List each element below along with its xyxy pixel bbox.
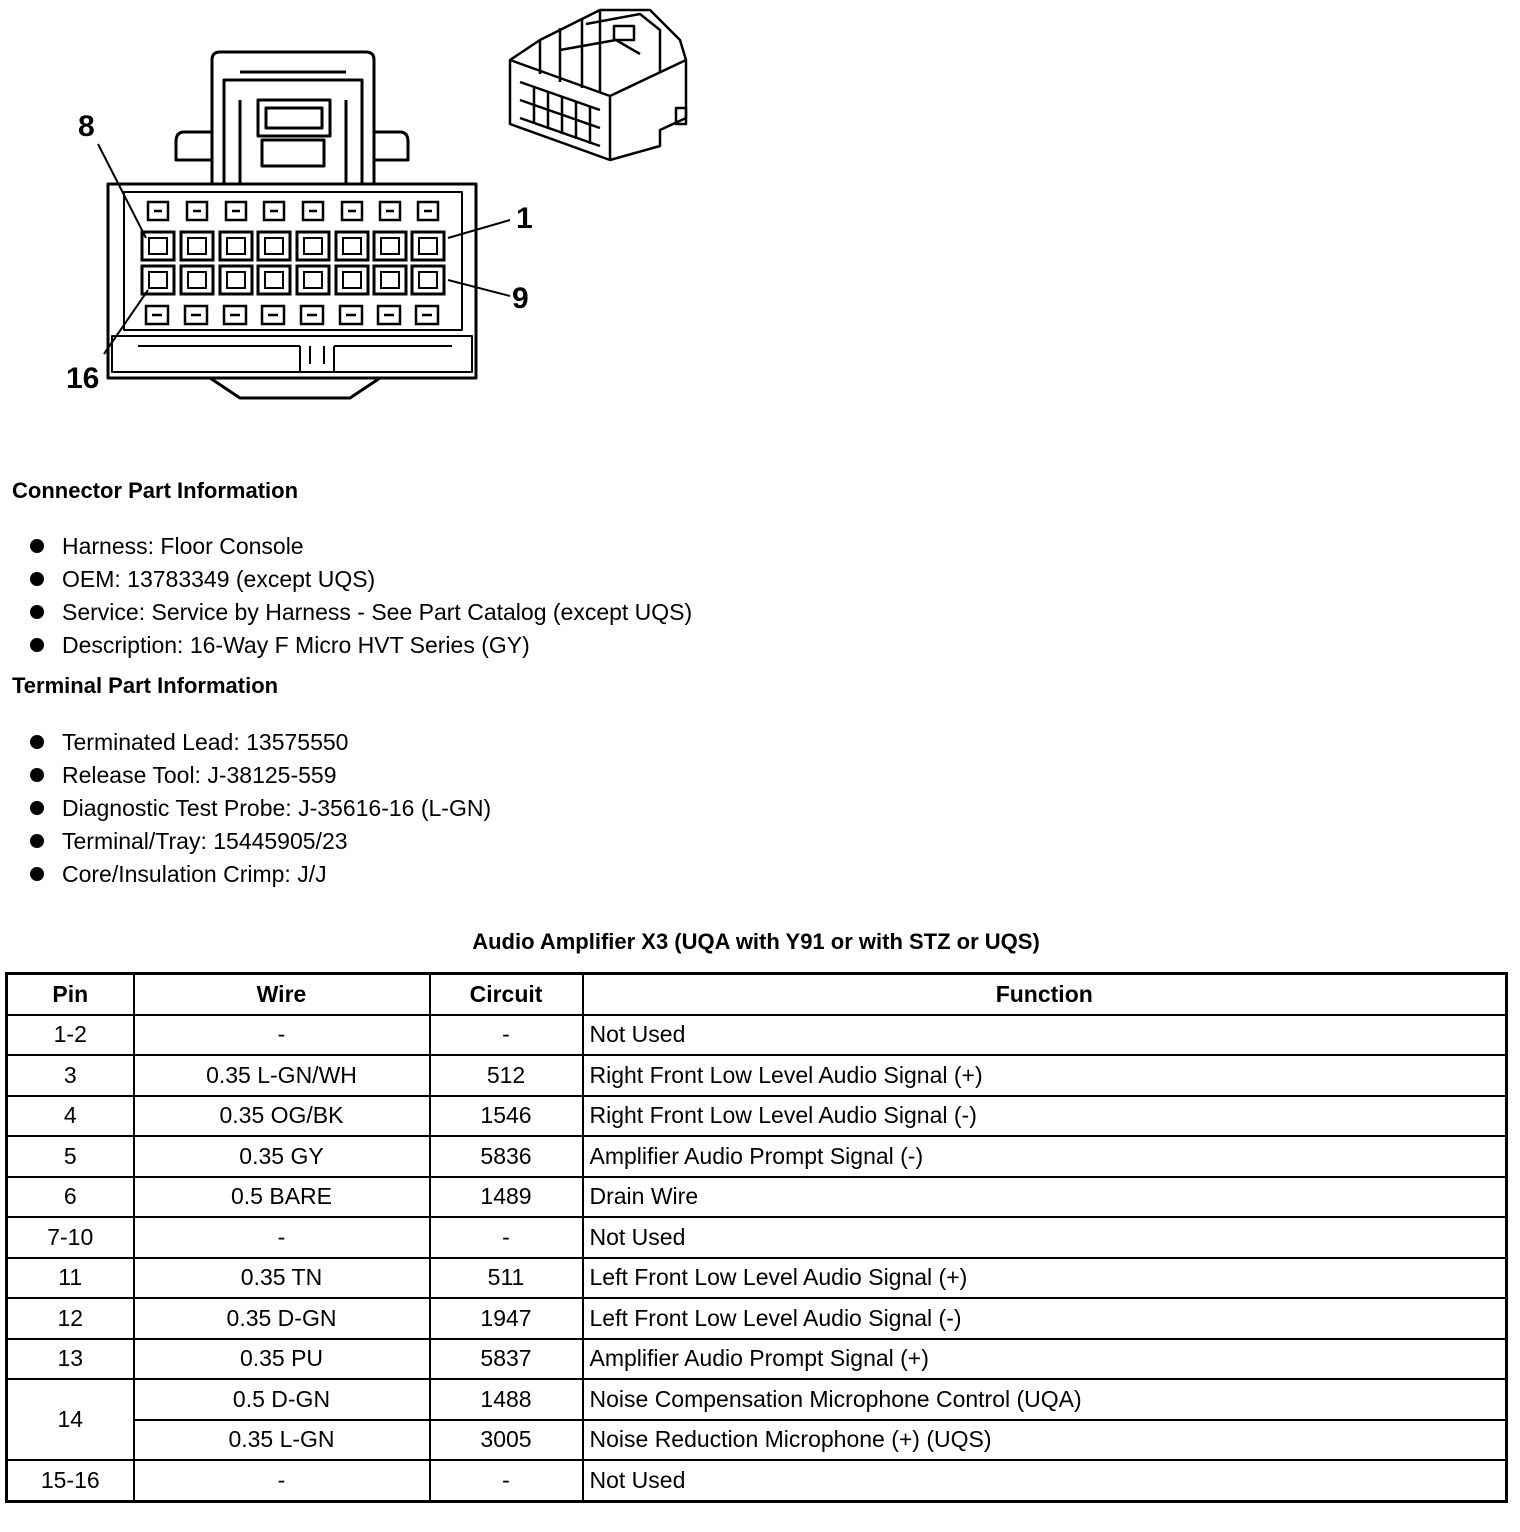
bullet-icon <box>30 834 44 848</box>
leader-line-pin-9 <box>448 280 510 296</box>
pin-cell: 5 <box>7 1136 134 1177</box>
table-row <box>7 1096 1507 1137</box>
pin-cavity <box>412 266 444 294</box>
list-item <box>28 859 491 892</box>
function-cell: Noise Compensation Microphone Control (UQA) <box>583 1379 1507 1420</box>
function-cell: Drain Wire <box>583 1177 1507 1218</box>
wire-cell: 0.35 L-GN <box>134 1420 430 1461</box>
terminal-lock <box>226 202 246 220</box>
leader-line-pin-16 <box>104 290 148 354</box>
circuit-cell: 5837 <box>430 1339 583 1380</box>
pin-cavity <box>181 232 213 260</box>
terminal-lock <box>416 306 438 324</box>
pin-cavity <box>220 266 252 294</box>
function-cell: Not Used <box>583 1015 1507 1056</box>
pin-cavity <box>297 266 329 294</box>
wire-cell: 0.5 D-GN <box>134 1379 430 1420</box>
pin-cavity <box>336 232 368 260</box>
pin-cell: 11 <box>7 1258 134 1299</box>
leader-line-pin-1 <box>448 220 510 238</box>
terminal-lock <box>264 202 284 220</box>
terminal-lock <box>342 202 362 220</box>
bullet-icon <box>30 768 44 782</box>
terminal-lock <box>418 202 438 220</box>
circuit-cell: - <box>430 1460 583 1501</box>
header-wire: Wire <box>134 974 430 1015</box>
pin-cavity <box>142 232 174 260</box>
pin-cavity <box>142 266 174 294</box>
circuit-cell: 512 <box>430 1055 583 1096</box>
bullet-icon <box>30 605 44 619</box>
header-pin: Pin <box>7 974 134 1015</box>
pinout-table <box>5 972 1508 1503</box>
pin-cell: 12 <box>7 1298 134 1339</box>
pin-cell: 4 <box>7 1096 134 1137</box>
list-item <box>28 597 692 630</box>
pin-callout-1: 1 <box>516 202 533 235</box>
list-item <box>28 531 692 564</box>
pin-cavity <box>374 232 406 260</box>
table-row <box>7 1217 1507 1258</box>
terminal-lock <box>224 306 246 324</box>
wire-cell: 0.5 BARE <box>134 1177 430 1218</box>
terminal-lock <box>146 306 168 324</box>
wire-cell: 0.35 GY <box>134 1136 430 1177</box>
table-row <box>7 1420 1507 1461</box>
table-row <box>7 1298 1507 1339</box>
pin-cell: 6 <box>7 1177 134 1218</box>
pin-callout-9: 9 <box>512 282 529 315</box>
table-row <box>7 1258 1507 1299</box>
table-title: Audio Amplifier X3 (UQA with Y91 or with STZ or UQS) <box>472 929 1040 954</box>
table-row <box>7 1339 1507 1380</box>
wire-cell: 0.35 PU <box>134 1339 430 1380</box>
function-cell: Right Front Low Level Audio Signal (-) <box>583 1096 1507 1137</box>
function-cell: Amplifier Audio Prompt Signal (-) <box>583 1136 1507 1177</box>
table-row <box>7 1177 1507 1218</box>
wire-cell: - <box>134 1217 430 1258</box>
list-item-text: Description: 16-Way F Micro HVT Series (GY) <box>62 632 530 658</box>
bullet-icon <box>30 572 44 586</box>
circuit-cell: 5836 <box>430 1136 583 1177</box>
wire-cell: 0.35 L-GN/WH <box>134 1055 430 1096</box>
function-cell: Not Used <box>583 1217 1507 1258</box>
table-row <box>7 1460 1507 1501</box>
bullet-icon <box>30 539 44 553</box>
terminal-lock <box>380 202 400 220</box>
terminal-info-list <box>28 727 491 892</box>
pin-cavity <box>181 266 213 294</box>
circuit-cell: 1488 <box>430 1379 583 1420</box>
list-item-text: Service: Service by Harness - See Part Catalog (except UQS) <box>62 599 693 625</box>
terminal-lock <box>303 202 323 220</box>
table-row <box>7 1015 1507 1056</box>
connector-isometric-view <box>510 10 686 160</box>
list-item <box>28 826 491 859</box>
bullet-icon <box>30 735 44 749</box>
terminal-lock <box>187 202 207 220</box>
terminal-lock <box>262 306 284 324</box>
circuit-cell: 511 <box>430 1258 583 1299</box>
list-item <box>28 630 692 663</box>
bullet-icon <box>30 867 44 881</box>
list-item-text: Harness: Floor Console <box>62 533 304 559</box>
bullet-icon <box>30 801 44 815</box>
wire-cell: 0.35 TN <box>134 1258 430 1299</box>
list-item-text: OEM: 13783349 (except UQS) <box>62 566 376 592</box>
function-cell: Right Front Low Level Audio Signal (+) <box>583 1055 1507 1096</box>
list-item-text: Diagnostic Test Probe: J-35616-16 (L-GN) <box>62 795 492 821</box>
circuit-cell: 1546 <box>430 1096 583 1137</box>
wire-cell: 0.35 OG/BK <box>134 1096 430 1137</box>
wire-cell: - <box>134 1460 430 1501</box>
list-item <box>28 564 692 597</box>
list-item-text: Terminated Lead: 13575550 <box>62 729 349 755</box>
list-item-text: Release Tool: J-38125-559 <box>62 762 337 788</box>
pin-cell: 14 <box>7 1379 134 1460</box>
pin-cell: 1-2 <box>7 1015 134 1056</box>
pin-cavity <box>412 232 444 260</box>
circuit-cell: - <box>430 1015 583 1056</box>
pin-cell: 15-16 <box>7 1460 134 1501</box>
terminal-lock <box>148 202 168 220</box>
list-item-text: Core/Insulation Crimp: J/J <box>62 861 327 887</box>
terminal-lock <box>378 306 400 324</box>
header-function: Function <box>583 974 1507 1015</box>
wire-cell: - <box>134 1015 430 1056</box>
pin-cell: 7-10 <box>7 1217 134 1258</box>
header-circuit: Circuit <box>430 974 583 1015</box>
terminal-lock <box>185 306 207 324</box>
wire-cell: 0.35 D-GN <box>134 1298 430 1339</box>
terminal-info-title: Terminal Part Information <box>12 673 279 698</box>
bullet-icon <box>30 638 44 652</box>
table-row <box>7 1055 1507 1096</box>
function-cell: Left Front Low Level Audio Signal (+) <box>583 1258 1507 1299</box>
list-item <box>28 793 491 826</box>
pin-cavity <box>336 266 368 294</box>
terminal-lock <box>301 306 323 324</box>
terminal-lock <box>340 306 362 324</box>
table-row <box>7 1136 1507 1177</box>
list-item <box>28 727 491 760</box>
circuit-cell: - <box>430 1217 583 1258</box>
pin-cavity <box>297 232 329 260</box>
pin-cavity <box>374 266 406 294</box>
pin-cell: 13 <box>7 1339 134 1380</box>
list-item <box>28 760 491 793</box>
pin-cavity <box>220 232 252 260</box>
pin-cavity <box>258 232 290 260</box>
pin-callout-16: 16 <box>66 362 100 395</box>
circuit-cell: 3005 <box>430 1420 583 1461</box>
circuit-cell: 1947 <box>430 1298 583 1339</box>
connector-info-title: Connector Part Information <box>12 478 299 503</box>
function-cell: Noise Reduction Microphone (+) (UQS) <box>583 1420 1507 1461</box>
function-cell: Left Front Low Level Audio Signal (-) <box>583 1298 1507 1339</box>
table-row <box>7 1379 1507 1420</box>
function-cell: Amplifier Audio Prompt Signal (+) <box>583 1339 1507 1380</box>
function-cell: Not Used <box>583 1460 1507 1501</box>
pin-callout-8: 8 <box>78 110 95 143</box>
circuit-cell: 1489 <box>430 1177 583 1218</box>
table-header-row <box>7 974 1507 1015</box>
pin-cavity <box>258 266 290 294</box>
connector-info-list <box>28 531 692 663</box>
pin-cell: 3 <box>7 1055 134 1096</box>
list-item-text: Terminal/Tray: 15445905/23 <box>62 828 348 854</box>
connector-face-diagram <box>0 0 720 420</box>
